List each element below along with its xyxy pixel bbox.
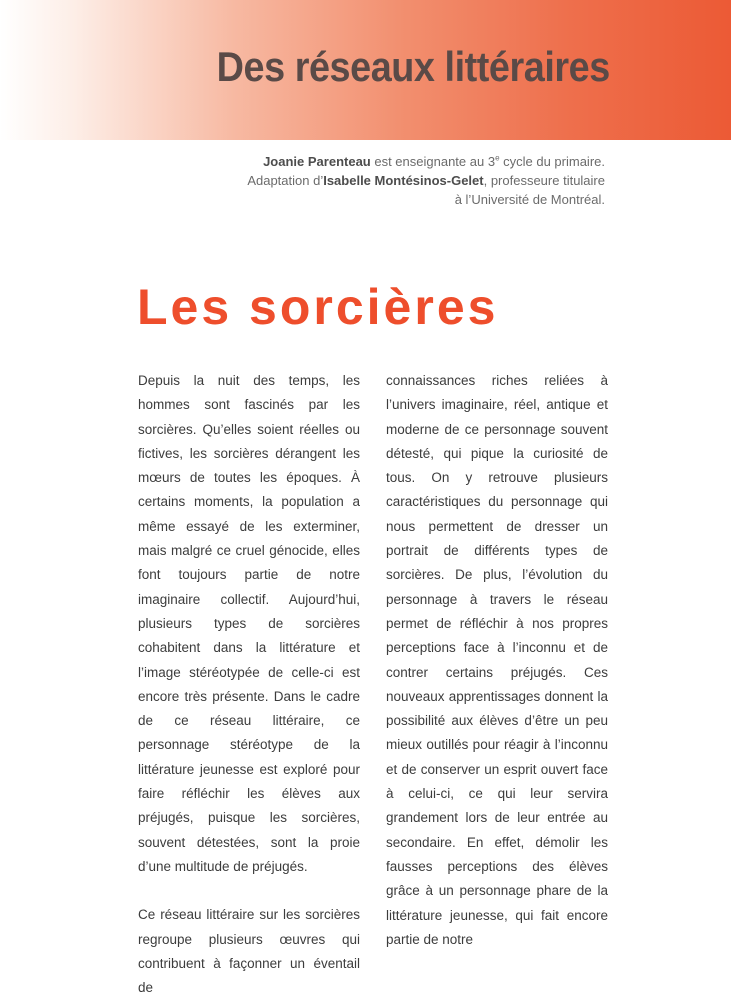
author-credits: [245, 152, 605, 209]
author-name: Joanie Parenteau: [263, 154, 371, 169]
left-column: [138, 369, 360, 1000]
adapter-name: Isabelle Montésinos-Gelet: [323, 173, 484, 188]
right-paragraph-1: connaissances riches reliées à l’univers imaginaire, réel, antique et moderne de ce personnage souvent détesté, qui pique la curiosité de tous. On y retrouve plusieurs caractéristiques du personnage qui nous permettent de dresser un portrait de différents types de sorcières. De plus, l’évolution du personnage à travers le réseau permet de réfléchir à nos propres perceptions face à l’inconnu et de contrer certains préjugés. Ces nouveaux apprentissages donnent la possibilité aux élèves d’être un peu mieux outillés pour réagir à l’inconnu et de conserver un esprit ouvert face à celui-ci, ce qui leur servira grandement lors de leur entrée au secondaire. En effet, démolir les fausses perceptions des élèves grâce à un personnage phare de la littérature jeunesse, qui fait encore partie de notre: [386, 373, 608, 947]
adaptation-line: [245, 171, 605, 209]
adaptation-prefix: Adaptation d’: [247, 173, 324, 188]
author-role-sup: e: [495, 153, 500, 163]
left-paragraph-1: Depuis la nuit des temps, les hommes sont fascinés par les sorcières. Qu’elles soient réelles ou fictives, les sorcières dérangent les mœurs de toutes les époques. À certains moments, la population a même essayé de les exterminer, mais malgré ce cruel génocide, elles font toujours partie de notre imaginaire collectif. Aujourd’hui, plusieurs types de sorcières cohabitent dans la littérature et l’image stéréotypée de celle-ci est encore très présente. Dans le cadre de ce réseau littéraire, ce personnage stéréotype de la littérature jeunesse est exploré pour faire réfléchir les élèves aux préjugés, puisque les sorcières, souvent détestées, sont la proie d’une multitude de préjugés.: [138, 373, 360, 874]
section-title: Des réseaux littéraires: [216, 43, 610, 90]
right-column: [386, 369, 608, 952]
author-role-prefix: est enseignante au 3: [370, 154, 496, 169]
article-title: Les sorcières: [137, 279, 499, 335]
author-role-suffix: cycle du primaire.: [499, 154, 605, 169]
left-paragraph-2: Ce réseau littéraire sur les sorcières regroupe plusieurs œuvres qui contribuent à façonner un éventail de: [138, 907, 360, 996]
adapter-role: , professeure titulaire à l’Université de Montréal.: [454, 173, 605, 207]
author-line: [245, 152, 605, 171]
